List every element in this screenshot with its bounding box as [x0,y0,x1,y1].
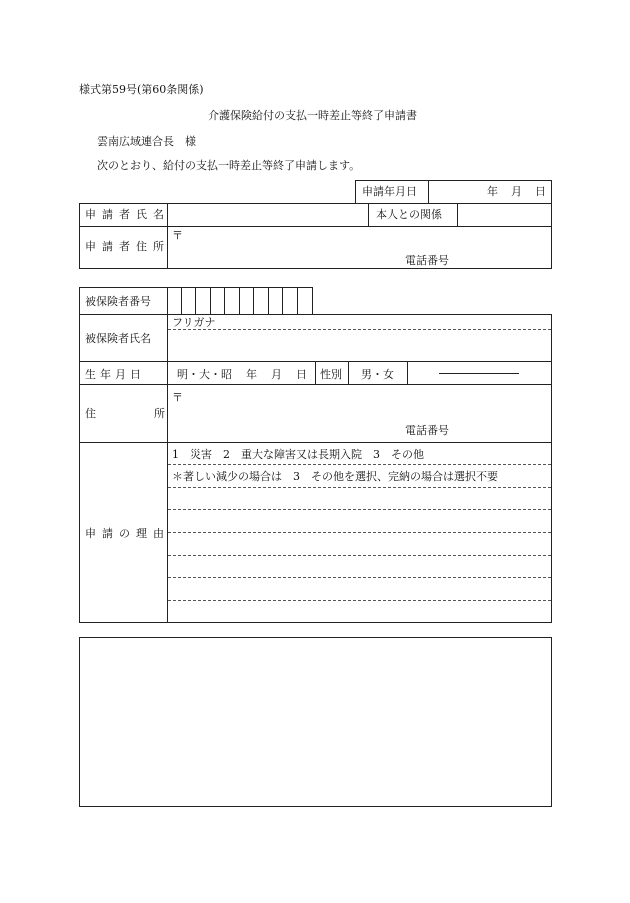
age-blank-line [439,373,519,374]
gender-options[interactable]: 男・女 [361,368,394,381]
applicant-name-label: 申請者氏名 [85,208,170,221]
gender-label: 性別 [320,368,342,381]
date-year-unit: 年 [487,185,498,198]
application-date-label: 申請年月日 [362,185,417,198]
insured-number-field[interactable] [168,288,312,314]
insured-address-field[interactable] [168,385,551,441]
birth-date-label: 生年月日 [85,368,145,381]
insured-phone-label: 電話番号 [405,424,449,437]
era-options[interactable]: 明・大・昭 [177,368,232,381]
applicant-postal-mark: 〒 [172,229,183,242]
reason-options[interactable]: 1 災害 2 重大な障害又は長期入院 3 その他 [172,448,424,461]
applicant-address-label: 申請者住所 [85,240,170,253]
relation-field[interactable] [458,204,551,225]
applicant-phone-label: 電話番号 [405,254,449,267]
date-month-unit: 月 [511,185,522,198]
birth-year-unit: 年 [246,368,257,381]
applicant-name-field[interactable] [168,204,367,225]
relation-label: 本人との関係 [376,208,442,221]
insured-postal-mark: 〒 [172,391,183,404]
applicant-address-field[interactable] [168,227,551,268]
birth-month-unit: 月 [271,368,282,381]
intro-text: 次のとおり、給付の支払一時差止等終了申請します。 [97,159,361,172]
addressee: 雲南広域連合長 様 [97,135,196,148]
date-day-unit: 日 [535,185,546,198]
birth-day-unit: 日 [296,368,307,381]
reason-note: ＊著しい減少の場合は 3 その他を選択、完納の場合は選択不要 [172,470,498,483]
insured-number-label: 被保険者番号 [85,295,151,308]
form-title: 介護保険給付の支払一時差止等終了申請書 [208,109,417,122]
reason-detail-field[interactable] [168,488,551,622]
furigana-label: フリガナ [172,316,216,329]
insured-name-label: 被保険者氏名 [85,332,151,345]
insured-name-field[interactable] [168,330,551,360]
remarks-box[interactable] [79,637,552,807]
reason-label: 申請の理由 [85,527,170,540]
insured-address-label: 住 所 [85,407,177,420]
form-number: 様式第59号(第60条関係) [79,83,204,96]
